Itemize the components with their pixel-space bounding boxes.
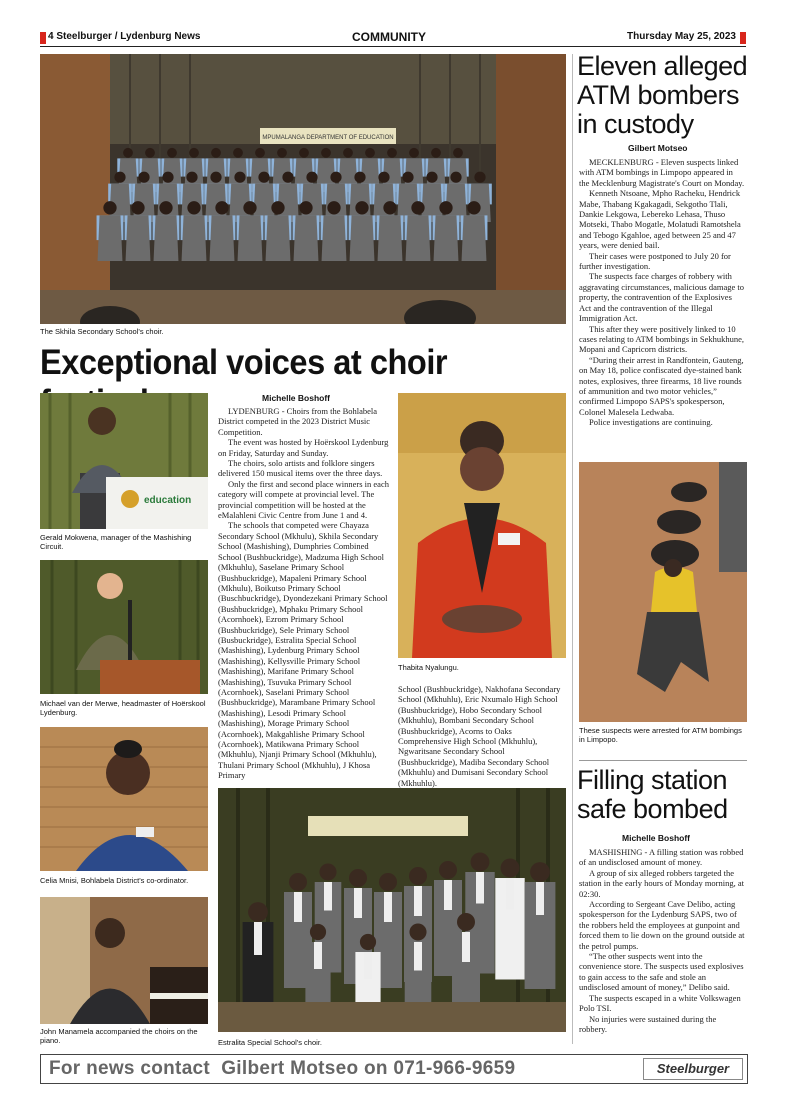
atm-paragraph: This after they were positively linked to 10 cases relating to ATM bombings in Sekhukhune, Mopani and Capricorn districts. xyxy=(579,323,745,355)
filling-headline-line: Filling station xyxy=(577,765,728,795)
nyalungu-caption: Thabita Nyalungu. xyxy=(398,663,459,672)
atm-headline-line: in custody xyxy=(577,109,694,139)
issue-date: Thursday May 25, 2023 xyxy=(627,31,736,42)
skhila-caption: The Skhila Secondary School's choir. xyxy=(40,327,164,336)
main-paragraph: The choirs, solo artists and folklore singers delivered 150 musical items over the three days. xyxy=(218,458,383,479)
main-headline: Exceptional voices at choir xyxy=(40,343,448,382)
atm-paragraph: Police investigations are continuing. xyxy=(589,417,713,428)
atm-byline: Gilbert Motseo xyxy=(628,143,688,153)
banner-text: MPUMALANGA DEPARTMENT OF EDUCATION xyxy=(262,135,394,141)
atm-headline xyxy=(577,52,752,139)
atm-headline-line: Eleven alleged xyxy=(577,51,748,81)
filling-story-text xyxy=(579,847,745,1034)
manamela-photo xyxy=(40,897,208,1024)
main-paragraph: The schools that competed were Chayaza Secondary School (Mkhulu), Skhila Secondary School (Mashishing), Dumphries Combined School (Bushbuckridge), Madzuma High School (Mkhuhlu), Saselane Primary School (Bushbuckridge), Mapaleni Primary School (Mkhulu), Boikutso Primary School (Buschbuckridge), Dyondezekani Primary School (Bushbuckridge), Mphaku Primary School (Acornhoek), Ezrom Primary School (Bushbuckridge), Sele Primary School (Busbuckridge), Estralita Special School (Mashishing), Lydenburg Primary School (Mashishing), Kellysville Primary School (Mashishing), Marifane Primary School (Mashishing), Tsuvuka Primary School (Acornhoek), Saselani Primary School (Bushbuckridge), Marambane Primary School (Mashishing), Lesodi Primary School (Mashishing), Morage Primary School (Acornhoek), Makgahlishe Primary School (Acornhoek), Matikwana Primary School (Mkhuhlu), Njanji Primary School (Mkhuhlu), Thulani Primary School (Mkhuhlu), J Khosa Primary xyxy=(218,520,388,781)
section-title: COMMUNITY xyxy=(352,30,426,44)
atm-story-text xyxy=(579,157,745,428)
van-der-merwe-photo xyxy=(40,560,208,694)
atm-suspects-photo xyxy=(579,462,747,722)
main-story-col2 xyxy=(398,684,566,788)
contact-footer xyxy=(40,1054,748,1084)
main-byline: Michelle Boshoff xyxy=(262,393,331,403)
main-paragraph: School (Bushbuckridge), Nakhofana Secondary School (Mkhuhlu), Eric Nxumalo High School (Bushbuckridge), Hobo Secondary School (Mkhuhlu), Bombani Secondary School (Bushbuckridge), Acorns to Oaks Comprehensive High School (Mkhuhlu), Ngwaritsane Secondary School (Bushbuckridge), Madiba Secondary School (Mkhuhlu) and Dumisani Secondary School (Mkhuhlu). xyxy=(398,684,561,788)
column-divider xyxy=(572,54,573,1044)
page-header xyxy=(40,30,746,47)
steelburger-logo: Steelburger xyxy=(643,1058,743,1080)
atm-photo-caption: These suspects were arrested for ATM bombings in Limpopo. xyxy=(579,726,742,744)
atm-paragraph: MECKLENBURG - Eleven suspects linked with ATM bombings in Limpopo appeared in the Mecklenburg Magistrate's Court on Monday. xyxy=(579,157,745,188)
filling-paragraph: According to Sergeant Cave Delibo, acting spokesperson for the Lydenburg SAPS, two of the robbers held the employees at gunpoint and forced them to lie down on the ground outside at the petrol pumps. xyxy=(579,899,745,951)
filling-paragraph: The suspects escaped in a white Volkswagen Polo TSI. xyxy=(579,992,741,1014)
header-accent-right xyxy=(740,32,746,44)
page-label: 4 Steelburger / Lydenburg News xyxy=(48,31,201,42)
nyalungu-photo xyxy=(398,393,566,658)
filling-paragraph: A group of six alleged robbers targeted the station in the early hours of Monday morning, at 02:30. xyxy=(579,867,745,899)
mnisi-photo xyxy=(40,727,208,871)
main-paragraph: LYDENBURG - Choirs from the Bohlabela District competed in the 2023 District Music Competition. xyxy=(218,406,378,437)
manamela-caption: John Manamela accompanied the choirs on the piano. xyxy=(40,1027,198,1045)
atm-paragraph: Their cases were postponed to July 20 for further investigation. xyxy=(579,250,731,272)
main-story-col1 xyxy=(218,406,390,786)
atm-paragraph: “During their arrest in Randfontein, Gauteng, on May 18, police confiscated dye-stained bank notes, explosives, three firearms, 18 live rounds of ammunition and two motor vehicles,” confirmed Limpopo SAPS's spokesperson, Colonel Malesela Ledwaba. xyxy=(579,354,744,417)
main-paragraph: The event was hosted by Hoërskool Lydenburg on Friday, Saturday and Sunday. xyxy=(218,437,389,458)
skhila-choir-photo xyxy=(40,54,566,324)
filling-paragraph: MASHISHING - A filling station was robbed of an undisclosed amount of money. xyxy=(579,847,744,868)
filling-paragraph: No injuries were sustained during the robbery. xyxy=(579,1013,717,1034)
filling-paragraph: “The other suspects went into the convenience store. The suspects used explosives to gain access to the safe and stole an undisclosed amount of money,” Delibo said. xyxy=(579,951,744,993)
estralita-caption: Estralita Special School's choir. xyxy=(218,1038,322,1047)
mokwena-photo xyxy=(40,393,208,529)
filling-headline-line: safe bombed xyxy=(577,794,728,824)
van-der-merwe-caption: Michael van der Merwe, headmaster of Hoërskool Lydenburg. xyxy=(40,699,206,717)
story-divider xyxy=(579,760,747,761)
contact-text: For news contact Gilbert Motseo on 071-966-9659 xyxy=(49,1058,516,1079)
mnisi-caption: Celia Mnisi, Bohlabela District's co-ordinator. xyxy=(40,876,189,885)
podium-sign-text: education xyxy=(144,495,192,506)
atm-headline-line: ATM bombers xyxy=(577,80,740,110)
atm-paragraph: Kenneth Ntsoane, Mpho Racheku, Hendrick Mabe, Thabang Kgakagadi, Sekgotho Tlali, Dankie Lekgowa, Lebereko Lehasa, Thuso Motseki, Thabo Mogatle, Molatudi Ramotshela and Tebogo Kgahloe, aged between 25 and 47 years, were denied bail. xyxy=(579,188,741,251)
header-accent-left xyxy=(40,32,46,44)
atm-paragraph: The suspects face charges of robbery with aggravating circumstances, malicious damage to property, the contravention of the Explosives Act and the contravention of the Illegal Immigration Act. xyxy=(579,271,744,324)
estralita-choir-photo xyxy=(218,788,566,1032)
mokwena-caption: Gerald Mokwena, manager of the Mashishing Circuit. xyxy=(40,533,192,551)
filling-headline xyxy=(577,766,752,824)
main-paragraph: Only the first and second place winners in each category will compete at provincial level. The provincial competition will be hosted at the eMalahleni Civic Centre from June 1 and 4. xyxy=(218,478,389,521)
filling-byline: Michelle Boshoff xyxy=(622,833,691,843)
